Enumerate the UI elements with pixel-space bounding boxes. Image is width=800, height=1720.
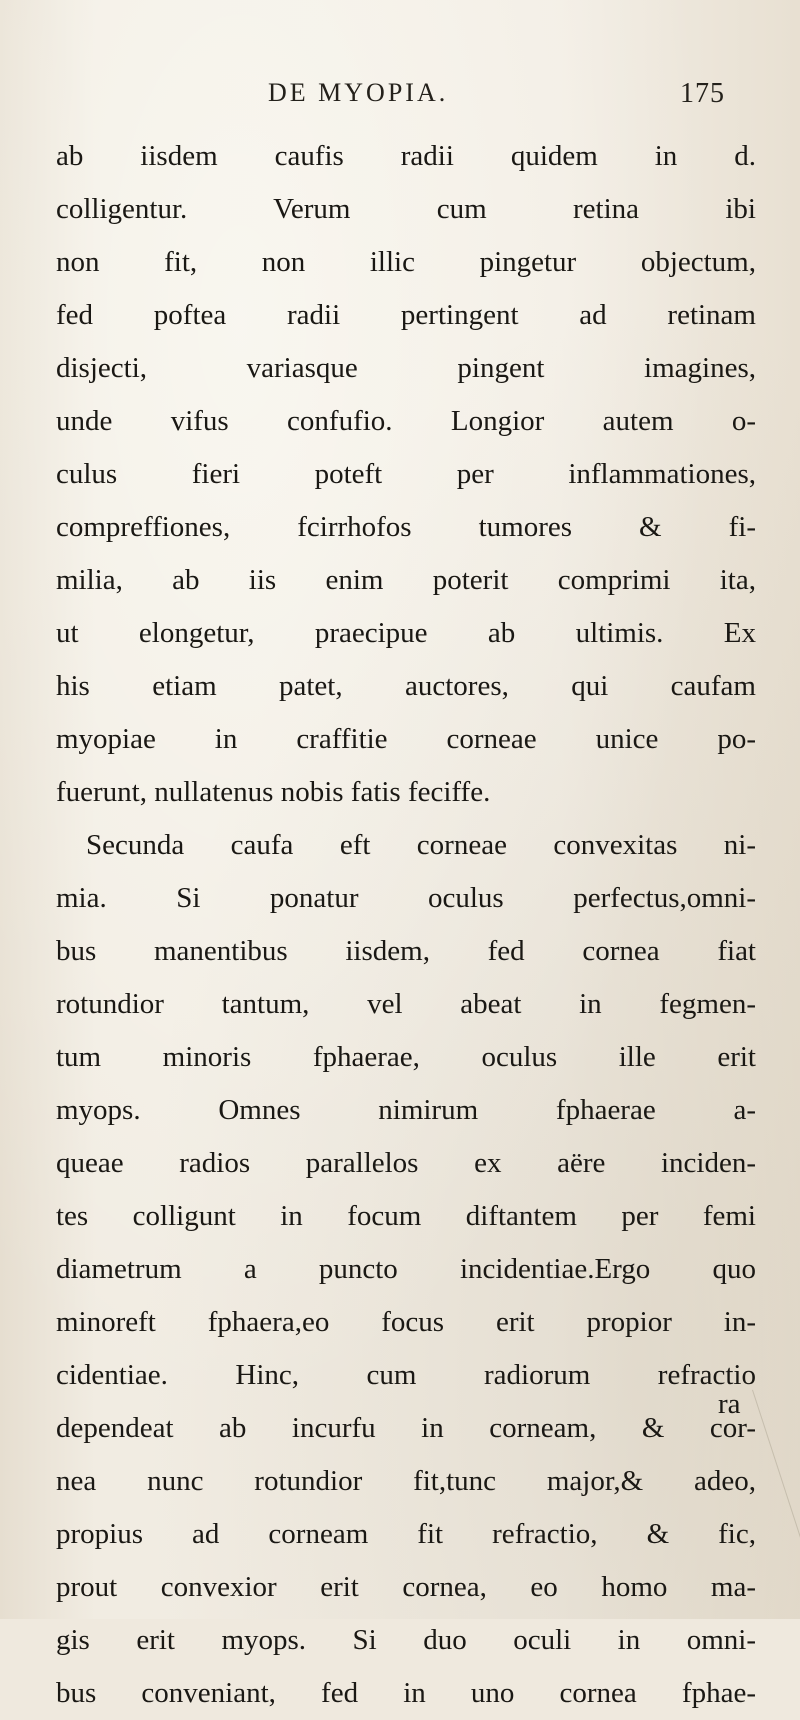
text-line: his etiam patet, auctores, qui caufam xyxy=(56,670,756,702)
text-line: tes colligunt in focum diftantem per femi xyxy=(56,1200,756,1232)
paragraph-start-line: Secunda caufa eft corneae convexitas ni- xyxy=(86,829,756,861)
page-number: 175 xyxy=(680,78,725,109)
text-line: fed poftea radii pertingent ad retinam xyxy=(56,299,756,331)
text-line: nea nunc rotundior fit,tunc major,& adeo, xyxy=(56,1465,756,1497)
text-line: milia, ab iis enim poterit comprimi ita, xyxy=(56,564,756,596)
page-header xyxy=(0,78,800,114)
text-line: colligentur. Verum cum retina ibi xyxy=(56,193,756,225)
paper-crease xyxy=(752,1390,800,1609)
text-line: prout convexior erit cornea, eo homo ma- xyxy=(56,1571,756,1603)
text-line: ab iisdem caufis radii quidem in d. xyxy=(56,140,756,172)
text-line: mia. Si ponatur oculus perfectus,omni- xyxy=(56,882,756,914)
text-line: dependeat ab incurfu in corneam, & cor- xyxy=(56,1412,756,1444)
text-line: rotundior tantum, vel abeat in fegmen- xyxy=(56,988,756,1020)
text-line: myopiae in craffitie corneae unice po- xyxy=(56,723,756,755)
text-line: tum minoris fphaerae, oculus ille erit xyxy=(56,1041,756,1073)
text-line: propius ad corneam fit refractio, & fic, xyxy=(56,1518,756,1550)
catchword: ra xyxy=(718,1388,741,1420)
text-line: cidentiae. Hinc, cum radiorum refractio xyxy=(56,1359,756,1391)
text-line: gis erit myops. Si duo oculi in omni- xyxy=(56,1624,756,1656)
text-line: non fit, non illic pingetur objectum, xyxy=(56,246,756,278)
text-line: bus conveniant, fed in uno cornea fphae- xyxy=(56,1677,756,1709)
text-line: fuerunt, nullatenus nobis fatis feciffe. xyxy=(56,776,491,808)
text-line: unde vifus confufio. Longior autem o- xyxy=(56,405,756,437)
text-line: queae radios parallelos ex aëre inciden- xyxy=(56,1147,756,1179)
text-line: culus fieri poteft per inflammationes, xyxy=(56,458,756,490)
text-line: compreffiones, fcirrhofos tumores & fi- xyxy=(56,511,756,543)
text-line: ut elongetur, praecipue ab ultimis. Ex xyxy=(56,617,756,649)
text-line: bus manentibus iisdem, fed cornea fiat xyxy=(56,935,756,967)
text-line: minoreft fphaera,eo focus erit propior in- xyxy=(56,1306,756,1338)
body-text xyxy=(56,130,756,1720)
text-line: diametrum a puncto incidentiae.Ergo quo xyxy=(56,1253,756,1285)
text-line: myops. Omnes nimirum fphaerae a- xyxy=(56,1094,756,1126)
text-line: disjecti, variasque pingent imagines, xyxy=(56,352,756,384)
running-title: DE MYOPIA. xyxy=(268,78,449,107)
